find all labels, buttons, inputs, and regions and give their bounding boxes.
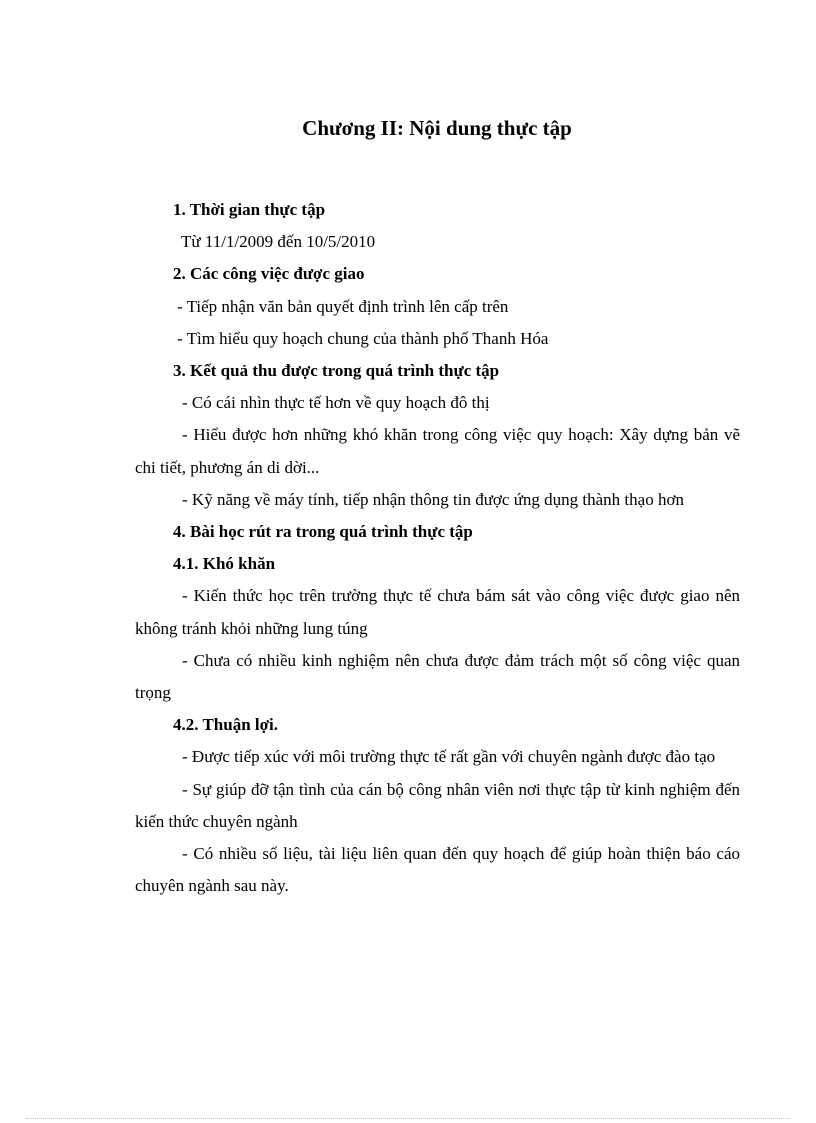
section-heading-time: 1. Thời gian thực tập [173, 200, 326, 219]
advantage-item: - Sự giúp đỡ tận tình của cán bộ công nhân viên nơi thực tập từ kinh nghiệm đến kiến thức chuyên ngành [135, 779, 740, 831]
result-item: - Kỹ năng về máy tính, tiếp nhận thông tin được ứng dụng thành thạo hơn [182, 489, 684, 509]
task-item: - Tìm hiểu quy hoạch chung của thành phố Thanh Hóa [177, 328, 549, 348]
internship-period: Từ 11/1/2009 đến 10/5/2010 [181, 232, 376, 252]
page-title: Chương II: Nội dung thực tập [302, 116, 572, 140]
result-item: - Có cái nhìn thực tế hơn về quy hoạch đô thị [182, 393, 490, 413]
page-bottom-divider [26, 1118, 790, 1119]
subsection-heading-difficulties: 4.1. Khó khăn [173, 554, 276, 574]
section-heading-results: 3. Kết quả thu được trong quá trình thực tập [173, 361, 500, 381]
section-heading-lessons: 4. Bài học rút ra trong quá trình thực tập [173, 522, 473, 542]
difficulty-item: - Chưa có nhiều kinh nghiệm nên chưa được đảm trách một số công việc quan trọng [135, 650, 740, 703]
result-item: - Hiểu được hơn những khó khăn trong công việc quy hoạch: Xây dựng bản vẽ chi tiết, phương án di dời... [135, 425, 740, 477]
advantage-item: - Được tiếp xúc với môi trường thực tế rất gần với chuyên ngành được đào tạo [182, 747, 716, 767]
task-item: - Tiếp nhận văn bản quyết định trình lên cấp trên [177, 296, 509, 316]
document-body [135, 194, 740, 902]
subsection-heading-advantages: 4.2. Thuận lợi. [173, 715, 279, 735]
advantage-item: - Có nhiều số liệu, tài liệu liên quan đến quy hoạch để giúp hoàn thiện báo cáo chuyên ngành sau này. [135, 844, 740, 896]
section-heading-tasks: 2. Các công việc được giao [173, 264, 365, 284]
difficulty-item: - Kiến thức học trên trường thực tế chưa bám sát vào công việc được giao nên không tránh khỏi những lung túng [135, 586, 740, 638]
